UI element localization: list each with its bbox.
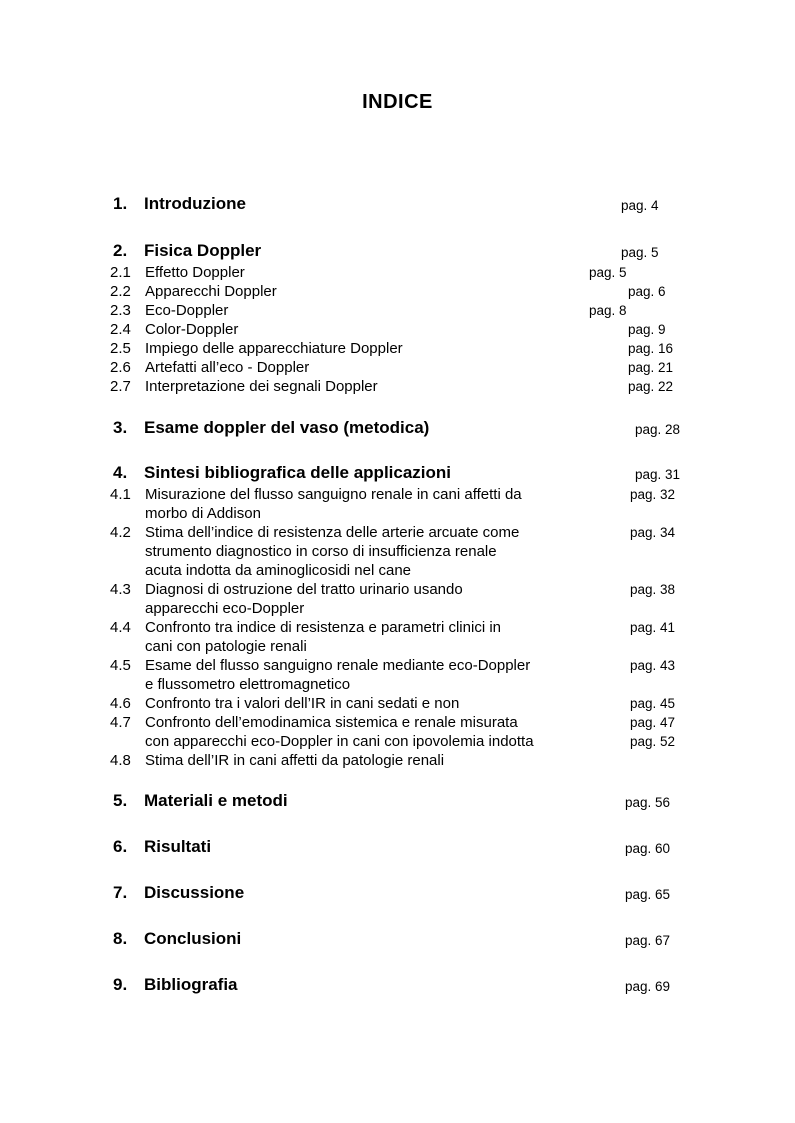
toc-entry-number: 4.5 [110, 657, 131, 674]
toc-entry-number: 4.3 [110, 581, 131, 598]
toc-entry-number: 3. [113, 418, 128, 437]
toc-section-6 [110, 837, 755, 857]
toc-subsection-4-2 [110, 523, 755, 580]
toc-entry-number: 1. [113, 194, 128, 213]
toc-entry-page: pag. 67 [625, 933, 671, 948]
toc-entry-title: Confronto tra indice di resistenza e parametri clinici in [145, 619, 501, 636]
toc-entry-page-second: pag. 52 [630, 734, 676, 749]
toc-section-7 [110, 883, 755, 903]
toc-entry-page: pag. 28 [635, 422, 681, 437]
toc-entry-title: Risultati [144, 837, 212, 856]
toc-entry-page: pag. 5 [589, 265, 627, 280]
toc-entry-page: pag. 38 [630, 582, 676, 597]
toc-entry-title: Apparecchi Doppler [145, 283, 277, 300]
toc-entry-page: pag. 32 [630, 487, 676, 502]
toc-section-3 [110, 418, 755, 438]
toc-entry-number: 6. [113, 837, 128, 856]
toc-entry-page: pag. 65 [625, 887, 671, 902]
toc-subsection-2-1 [110, 263, 755, 282]
toc-entry-page: pag. 8 [589, 303, 627, 318]
toc-subsection-2-6 [110, 358, 755, 377]
toc-entry-title-continued: con apparecchi eco-Doppler in cani con ipovolemia indotta [145, 733, 534, 750]
toc-entry-page: pag. 16 [628, 341, 674, 356]
toc-subsection-2-2 [110, 282, 755, 301]
toc-entry-page: pag. 69 [625, 979, 671, 994]
table-of-contents [0, 194, 795, 995]
toc-entry-number: 4.6 [110, 695, 131, 712]
toc-subsection-4-6 [110, 694, 755, 713]
toc-section-9 [110, 975, 755, 995]
toc-subsection-4-1 [110, 485, 755, 523]
toc-entry-title-continued: e flussometro elettromagnetico [145, 676, 351, 693]
toc-entry-title: Color-Doppler [145, 321, 239, 338]
toc-section-5 [110, 791, 755, 811]
toc-subsection-4-7 [110, 713, 755, 751]
toc-entry-page: pag. 56 [625, 795, 671, 810]
toc-entry-title: Bibliografia [144, 975, 238, 994]
toc-entry-title: Impiego delle apparecchiature Doppler [145, 340, 403, 357]
toc-entry-title: Artefatti all’eco - Doppler [145, 359, 310, 376]
toc-entry-number: 4.4 [110, 619, 131, 636]
toc-entry-title-continued: cani con patologie renali [145, 638, 307, 655]
toc-section-8 [110, 929, 755, 949]
toc-entry-title: Misurazione del flusso sanguigno renale in cani affetti da [145, 486, 522, 503]
toc-entry-title: Discussione [144, 883, 245, 902]
toc-section-2 [110, 241, 755, 261]
toc-entry-title: Interpretazione dei segnali Doppler [145, 378, 378, 395]
toc-entry-page: pag. 43 [630, 658, 676, 673]
toc-entry-number: 4.2 [110, 524, 131, 541]
toc-entry-number: 2. [113, 241, 128, 260]
toc-entry-title-continued: strumento diagnostico in corso di insufficienza renale [145, 543, 497, 560]
toc-entry-page: pag. 22 [628, 379, 674, 394]
toc-entry-title: Effetto Doppler [145, 264, 245, 281]
toc-subsection-4-3 [110, 580, 755, 618]
toc-entry-number: 2.3 [110, 302, 131, 319]
toc-entry-title: Diagnosi di ostruzione del tratto urinario usando [145, 581, 463, 598]
toc-entry-number: 5. [113, 791, 128, 810]
toc-entry-number: 4.7 [110, 714, 131, 731]
toc-entry-number: 4. [113, 463, 128, 482]
toc-entry-number: 7. [113, 883, 128, 902]
toc-entry-number: 2.2 [110, 283, 131, 300]
toc-entry-page: pag. 60 [625, 841, 671, 856]
toc-entry-number: 9. [113, 975, 128, 994]
toc-entry-title: Confronto tra i valori dell’IR in cani sedati e non [145, 695, 460, 712]
toc-entry-title-continued: apparecchi eco-Doppler [145, 600, 305, 617]
toc-entry-title: Stima dell’IR in cani affetti da patologie renali [145, 752, 445, 769]
toc-subsection-2-4 [110, 320, 755, 339]
toc-entry-title: Eco-Doppler [145, 302, 229, 319]
toc-entry-page: pag. 5 [621, 245, 659, 260]
toc-subsection-2-5 [110, 339, 755, 358]
toc-entry-number: 8. [113, 929, 128, 948]
toc-entry-page: pag. 47 [630, 715, 676, 730]
toc-subsection-4-5 [110, 656, 755, 694]
toc-entry-number: 4.1 [110, 486, 131, 503]
toc-entry-number: 2.5 [110, 340, 131, 357]
toc-entry-title: Sintesi bibliografica delle applicazioni [144, 463, 452, 482]
toc-entry-number: 2.6 [110, 359, 131, 376]
toc-entry-title: Esame doppler del vaso (metodica) [144, 418, 430, 437]
toc-entry-page: pag. 6 [628, 284, 666, 299]
toc-entry-page: pag. 45 [630, 696, 676, 711]
toc-entry-title: Materiali e metodi [144, 791, 288, 810]
toc-entry-page: pag. 41 [630, 620, 676, 635]
toc-entry-number: 2.7 [110, 378, 131, 395]
toc-entry-page: pag. 9 [628, 322, 666, 337]
toc-entry-title: Fisica Doppler [144, 241, 262, 260]
toc-entry-number: 4.8 [110, 752, 131, 769]
toc-section-4 [110, 463, 755, 483]
toc-entry-page: pag. 4 [621, 198, 659, 213]
toc-subsection-4-8 [110, 751, 755, 770]
toc-entry-page: pag. 31 [635, 467, 681, 482]
toc-entry-number: 2.1 [110, 264, 131, 281]
toc-entry-title: Introduzione [144, 194, 246, 213]
toc-entry-page: pag. 21 [628, 360, 674, 375]
page-title: INDICE [362, 91, 433, 113]
toc-entry-title: Stima dell’indice di resistenza delle arterie arcuate come [145, 524, 520, 541]
toc-subsection-2-3 [110, 301, 755, 320]
toc-entry-title: Esame del flusso sanguigno renale mediante eco-Doppler [145, 657, 531, 674]
toc-subsection-4-4 [110, 618, 755, 656]
toc-entry-title: Confronto dell’emodinamica sistemica e renale misurata [145, 714, 518, 731]
toc-entry-title: Conclusioni [144, 929, 242, 948]
toc-entry-number: 2.4 [110, 321, 131, 338]
toc-entry-page: pag. 34 [630, 525, 676, 540]
toc-entry-title-continued: acuta indotta da aminoglicosidi nel cane [145, 562, 412, 579]
toc-subsection-2-7 [110, 377, 755, 396]
toc-entry-title-continued: morbo di Addison [145, 505, 261, 522]
toc-section-1 [110, 194, 755, 214]
